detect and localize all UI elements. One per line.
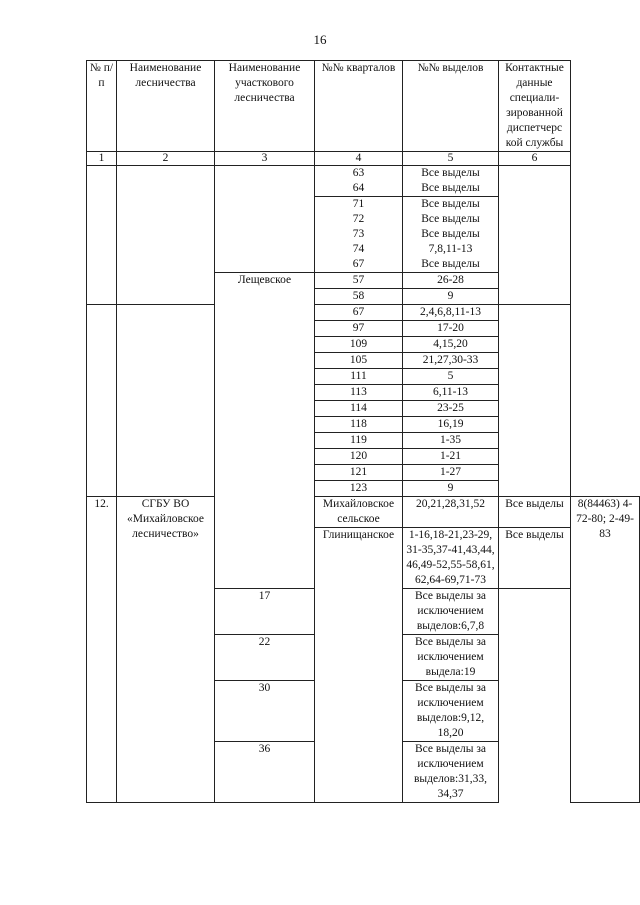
- plots-cell: Все выделы: [499, 528, 571, 589]
- quarter-cell: 119: [315, 433, 403, 449]
- quarter-cell: 58: [315, 289, 403, 305]
- forestry-table: [86, 60, 640, 803]
- column-number: 5: [403, 152, 499, 166]
- table-row: [87, 166, 640, 197]
- quarter-cell: 36: [215, 742, 315, 803]
- column-numbers-row: [87, 152, 640, 166]
- plots-cell: Все выделы за исключением выделов:6,7,8: [403, 589, 499, 635]
- plots-cell: 23-25: [403, 401, 499, 417]
- quarter-cell: 111: [315, 369, 403, 385]
- quarter-cell: 17: [215, 589, 315, 635]
- plots-cell: 2,4,6,8,11-13: [403, 305, 499, 321]
- quarter-cell: 20,21,28,31,52: [403, 497, 499, 528]
- column-number: 3: [215, 152, 315, 166]
- plots-cell: Все выделы за исключением выделов:31,33, 34,37: [403, 742, 499, 803]
- plots-cell: 9: [403, 481, 499, 497]
- table-header-row: [87, 61, 640, 152]
- quarter-cell: 57: [315, 273, 403, 289]
- header-district: Наименование участкового лесничества: [215, 61, 315, 152]
- header-num: № п/п: [87, 61, 117, 152]
- table-row: [87, 305, 640, 321]
- entry-forestry-name: СГБУ ВО «Михайловское лесничество»: [117, 497, 215, 803]
- plots-cell: Все выделы Все выделы Все выделы 7,8,11-13 Все выделы: [403, 197, 499, 273]
- plots-cell: 1-35: [403, 433, 499, 449]
- district-cell: [215, 166, 315, 273]
- column-number: 2: [117, 152, 215, 166]
- plots-cell: Все выделы за исключением выделов:9,12, 18,20: [403, 681, 499, 742]
- num-cell: [87, 305, 117, 497]
- plots-cell: Все выделы: [499, 497, 571, 528]
- quarter-cell: 118: [315, 417, 403, 433]
- plots-cell: Все выделы за исключением выдела:19: [403, 635, 499, 681]
- quarter-cell: 114: [315, 401, 403, 417]
- plots-cell: 4,15,20: [403, 337, 499, 353]
- quarter-cell: 109: [315, 337, 403, 353]
- district-leshchevskoe: Лещевское: [215, 273, 315, 589]
- plots-cell: 16,19: [403, 417, 499, 433]
- plots-cell: 1-21: [403, 449, 499, 465]
- entry-contact: 8(84463) 4-72-80; 2-49-83: [571, 497, 640, 803]
- district-glinishchanskoe: Глинищанское: [315, 528, 403, 803]
- quarter-cell: 113: [315, 385, 403, 401]
- plots-cell: 5: [403, 369, 499, 385]
- forestry-cell: [117, 305, 215, 497]
- plots-cell: 26-28: [403, 273, 499, 289]
- quarter-cell: 30: [215, 681, 315, 742]
- plots-cell: 17-20: [403, 321, 499, 337]
- contact-cell: [499, 305, 571, 497]
- quarter-cell: 121: [315, 465, 403, 481]
- column-number: 6: [499, 152, 571, 166]
- table-row: [87, 497, 640, 528]
- quarter-cell: 1-16,18-21,23-29, 31-35,37-41,43,44, 46,49-52,55-58,61, 62,64-69,71-73: [403, 528, 499, 589]
- column-number: 1: [87, 152, 117, 166]
- entry-number: 12.: [87, 497, 117, 803]
- quarter-cell: 105: [315, 353, 403, 369]
- page-number: 16: [313, 32, 327, 47]
- quarter-cell: 22: [215, 635, 315, 681]
- header-contact: Контактные данные специали-зированной диспетчерс кой службы: [499, 61, 571, 152]
- quarter-cell: 120: [315, 449, 403, 465]
- plots-cell: 21,27,30-33: [403, 353, 499, 369]
- quarter-cell: 97: [315, 321, 403, 337]
- quarter-cell: 71 72 73 74 67: [315, 197, 403, 273]
- plots-cell: Все выделы Все выделы: [403, 166, 499, 197]
- num-cell: [87, 166, 117, 305]
- quarter-cell: 67: [315, 305, 403, 321]
- quarter-cell: 63 64: [315, 166, 403, 197]
- plots-cell: 6,11-13: [403, 385, 499, 401]
- header-quarters: №№ кварталов: [315, 61, 403, 152]
- header-forestry: Наименование лесничества: [117, 61, 215, 152]
- header-plots: №№ выделов: [403, 61, 499, 152]
- forestry-cell: [117, 166, 215, 305]
- plots-cell: 1-27: [403, 465, 499, 481]
- column-number: 4: [315, 152, 403, 166]
- contact-cell: [499, 166, 571, 305]
- plots-cell: 9: [403, 289, 499, 305]
- district-mikhaylovskoe: Михайловское сельское: [315, 497, 403, 528]
- quarter-cell: 123: [315, 481, 403, 497]
